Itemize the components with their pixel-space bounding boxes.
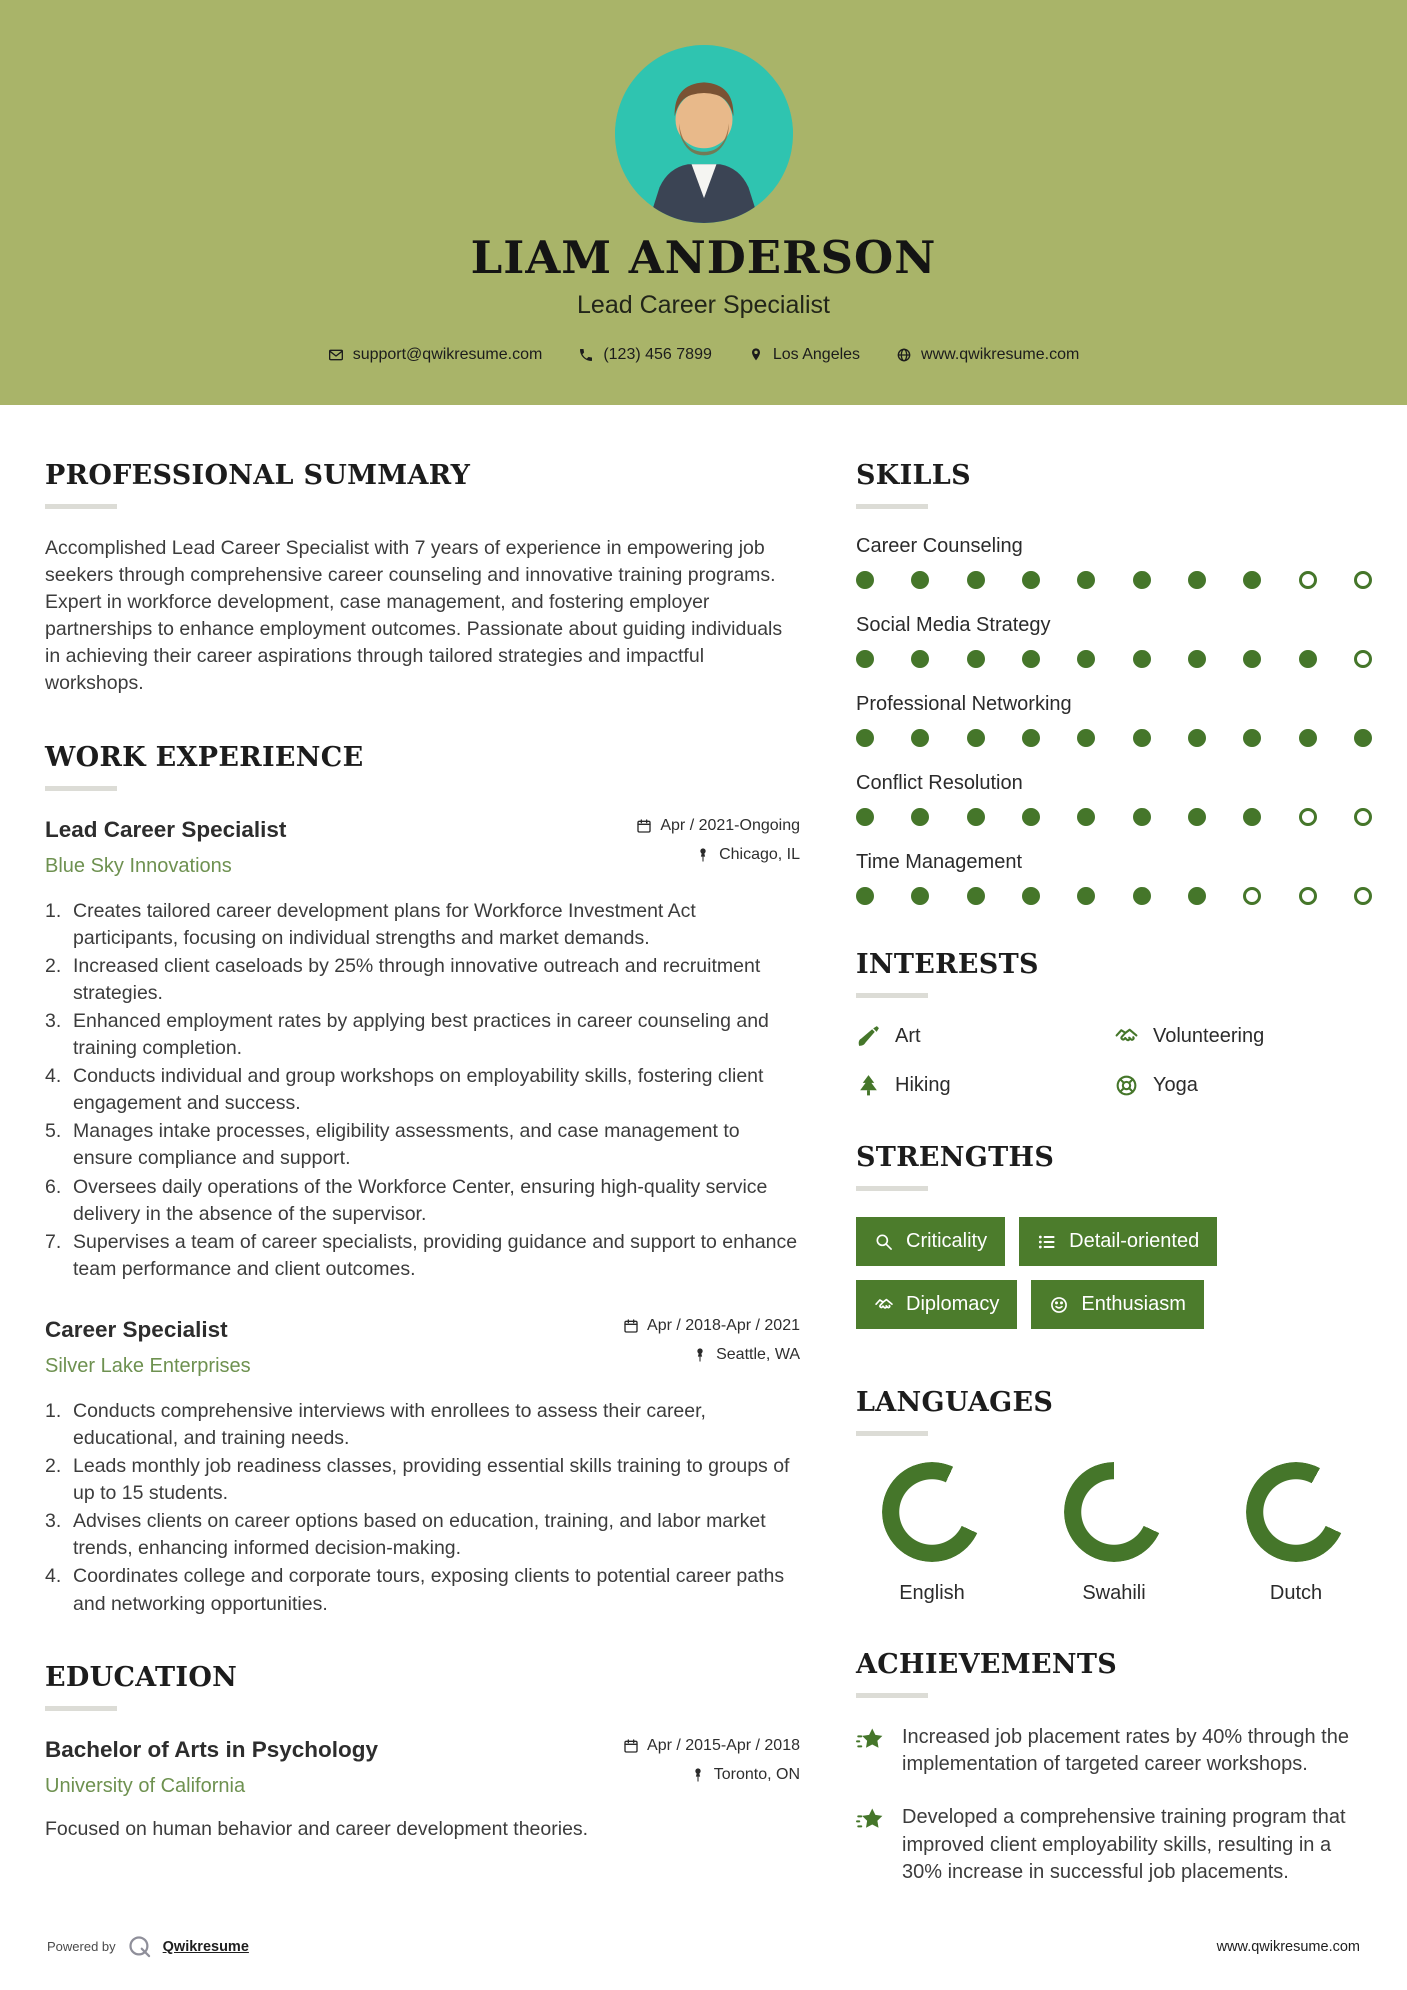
achievement-text: Increased job placement rates by 40% through the implementation of targeted career workshops. xyxy=(902,1726,1349,1776)
language-label: Swahili xyxy=(1082,1582,1146,1604)
job-dates: Apr / 2021-Ongoing xyxy=(660,816,800,834)
skill-dot-filled xyxy=(1077,571,1095,589)
skill-dot-filled xyxy=(967,650,985,668)
strength-badge xyxy=(856,1217,1005,1266)
strength-label: Diplomacy xyxy=(906,1293,1000,1315)
skill-rating-dots xyxy=(856,571,1372,589)
pine-tree-icon xyxy=(856,1073,881,1098)
job-bullet: Increased client caseloads by 25% through innovative outreach and recruitment strategies. xyxy=(73,954,761,1004)
achievement-item xyxy=(856,1724,1372,1778)
section-heading: EDUCATION xyxy=(45,1661,238,1693)
strength-label: Detail-oriented xyxy=(1069,1230,1200,1252)
skill-dot-filled xyxy=(911,571,929,589)
interest-label: Art xyxy=(895,1025,921,1047)
language-item xyxy=(1044,1462,1184,1605)
qwikresume-link[interactable]: Qwikresume xyxy=(162,1938,249,1955)
skill-dot-filled xyxy=(1022,571,1040,589)
interest-label: Hiking xyxy=(895,1074,951,1096)
job-entry xyxy=(45,1317,800,1618)
contact-item[interactable] xyxy=(748,346,860,364)
interest-item xyxy=(1114,1024,1372,1049)
paintbrush-icon xyxy=(856,1024,881,1049)
skill-dot-filled xyxy=(967,729,985,747)
person-job-title: Lead Career Specialist xyxy=(577,290,830,319)
section-heading: ACHIEVEMENTS xyxy=(856,1649,1118,1680)
job-title: Career Specialist xyxy=(45,1316,228,1342)
job-location: Seattle, WA xyxy=(716,1345,800,1363)
skill-dot-filled xyxy=(1133,808,1151,826)
skill-rating-dots xyxy=(856,808,1372,826)
education-dates: Apr / 2015-Apr / 2018 xyxy=(647,1736,800,1754)
achievement-item xyxy=(856,1804,1372,1886)
skill-dot-filled xyxy=(1022,887,1040,905)
skill-dot-filled xyxy=(1243,571,1261,589)
skill-dot-filled xyxy=(1354,729,1372,747)
skill-row xyxy=(856,772,1372,826)
skill-dot-filled xyxy=(856,571,874,589)
strength-label: Criticality xyxy=(906,1230,988,1252)
job-bullet: Supervises a team of career specialists, providing guidance and support to enhance team performance and client outcomes. xyxy=(73,1230,798,1280)
achievement-text: Developed a comprehensive training program that improved client employability skills, resulting in a 30% increase in successful job placements. xyxy=(902,1806,1346,1883)
skill-row xyxy=(856,693,1372,747)
professional-summary-section xyxy=(45,460,800,698)
skill-dot-filled xyxy=(856,808,874,826)
skill-label: Career Counseling xyxy=(856,535,1023,557)
section-heading: SKILLS xyxy=(856,460,971,491)
skill-dot-filled xyxy=(911,808,929,826)
strength-badge xyxy=(856,1280,1017,1329)
heading-underline xyxy=(45,786,117,791)
language-label: Dutch xyxy=(1269,1582,1323,1604)
skill-dot-filled xyxy=(1133,571,1151,589)
skill-dot-filled xyxy=(1133,729,1151,747)
job-location: Chicago, IL xyxy=(719,845,800,863)
lifebuoy-icon xyxy=(1114,1073,1139,1098)
person-name: LIAM ANDERSON xyxy=(470,231,937,284)
profile-photo-illustration xyxy=(615,45,793,223)
job-bullet: Oversees daily operations of the Workforce Center, ensuring high-quality service delivery in the absence of the supervisor. xyxy=(73,1175,768,1225)
skill-dot-filled xyxy=(1188,887,1206,905)
skill-dot-filled xyxy=(1188,808,1206,826)
contact-item[interactable] xyxy=(896,346,1079,364)
skill-dot-filled xyxy=(1077,887,1095,905)
skill-dot-empty xyxy=(1354,808,1372,826)
profile-photo xyxy=(615,45,793,223)
skill-rating-dots xyxy=(856,650,1372,668)
skill-dot-filled xyxy=(1188,571,1206,589)
section-heading: LANGUAGES xyxy=(856,1387,1054,1418)
skill-dot-empty xyxy=(1299,887,1317,905)
phone-icon xyxy=(578,347,594,363)
heading-underline xyxy=(856,504,928,509)
skill-dot-filled xyxy=(1188,729,1206,747)
skill-dot-filled xyxy=(967,571,985,589)
section-heading: STRENGTHS xyxy=(856,1142,1055,1173)
powered-by-label: Powered by xyxy=(47,1939,116,1954)
skill-label: Conflict Resolution xyxy=(856,772,1023,794)
skill-dot-filled xyxy=(856,729,874,747)
contact-text: Los Angeles xyxy=(772,345,861,363)
education-section xyxy=(45,1662,800,1841)
star-icon xyxy=(856,1726,886,1756)
job-company: Silver Lake Enterprises xyxy=(45,1354,251,1377)
language-item xyxy=(1226,1462,1366,1605)
pushpin-icon xyxy=(692,1347,708,1363)
language-donut xyxy=(1246,1462,1346,1562)
skill-dot-filled xyxy=(1022,729,1040,747)
skill-dot-filled xyxy=(1299,650,1317,668)
job-bullet-list xyxy=(45,898,800,1283)
magnifier-icon xyxy=(874,1232,894,1252)
skill-dot-empty xyxy=(1354,571,1372,589)
education-location: Toronto, ON xyxy=(713,1765,800,1783)
contact-bar xyxy=(0,346,1407,364)
resume-body xyxy=(0,405,1407,1933)
left-column xyxy=(45,460,800,1933)
calendar-icon xyxy=(623,1738,639,1754)
skill-dot-filled xyxy=(1133,650,1151,668)
interest-item xyxy=(856,1073,1114,1098)
interest-item xyxy=(1114,1073,1372,1098)
pushpin-icon xyxy=(690,1767,706,1783)
work-experience-section xyxy=(45,742,800,1618)
section-heading: INTERESTS xyxy=(856,949,1039,980)
skill-dot-filled xyxy=(1022,808,1040,826)
job-bullet: Enhanced employment rates by applying best practices in career counseling and training completion. xyxy=(73,1009,769,1060)
skill-dot-empty xyxy=(1299,571,1317,589)
skill-dot-filled xyxy=(1022,650,1040,668)
contact-text: (123) 456 7899 xyxy=(603,345,712,363)
calendar-icon xyxy=(636,818,652,834)
mail-icon xyxy=(328,347,344,363)
right-column xyxy=(856,460,1372,1933)
skill-rating-dots xyxy=(856,887,1372,905)
skill-dot-filled xyxy=(911,650,929,668)
heading-underline xyxy=(45,504,117,509)
language-label: English xyxy=(899,1582,965,1604)
job-bullet-list xyxy=(45,1398,800,1618)
section-heading: PROFESSIONAL SUMMARY xyxy=(45,460,471,491)
skill-dot-filled xyxy=(1243,729,1261,747)
skill-dot-filled xyxy=(856,887,874,905)
map-pin-icon xyxy=(748,347,764,363)
job-bullet: Leads monthly job readiness classes, providing essential skills training to groups of up to 15 students. xyxy=(73,1455,790,1505)
job-bullet: Advises clients on career options based on education, training, and labor market trends, enhancing informed decision-making. xyxy=(73,1510,766,1560)
job-title: Lead Career Specialist xyxy=(45,816,287,842)
languages-section xyxy=(856,1387,1372,1605)
star-icon xyxy=(856,1806,886,1836)
contact-item[interactable] xyxy=(578,346,712,364)
skill-label: Professional Networking xyxy=(856,693,1072,715)
heading-underline xyxy=(856,993,928,998)
skill-row xyxy=(856,614,1372,668)
skill-label: Time Management xyxy=(856,851,1022,873)
skill-dot-filled xyxy=(1077,650,1095,668)
handshake-icon xyxy=(874,1295,894,1315)
skill-label: Social Media Strategy xyxy=(856,614,1051,636)
job-company: Blue Sky Innovations xyxy=(45,854,232,877)
section-heading: WORK EXPERIENCE xyxy=(45,741,364,773)
skills-section xyxy=(856,460,1372,905)
achievements-section xyxy=(856,1649,1372,1886)
smiley-icon xyxy=(1049,1295,1069,1315)
language-donut xyxy=(882,1462,982,1562)
interest-label: Volunteering xyxy=(1153,1025,1265,1047)
skill-rating-dots xyxy=(856,729,1372,747)
qwikresume-logo-icon xyxy=(126,1933,153,1960)
heading-underline xyxy=(856,1186,928,1191)
skill-dot-filled xyxy=(967,808,985,826)
skill-dot-filled xyxy=(1243,650,1261,668)
globe-icon xyxy=(896,347,912,363)
school-name: University of California xyxy=(45,1774,246,1797)
language-item xyxy=(862,1462,1002,1605)
job-bullet: Conducts comprehensive interviews with enrollees to assess their career, educational, and training needs. xyxy=(73,1399,706,1449)
degree-title: Bachelor of Arts in Psychology xyxy=(45,1736,378,1762)
skill-dot-filled xyxy=(911,887,929,905)
contact-text: support@qwikresume.com xyxy=(352,345,543,363)
calendar-icon xyxy=(623,1318,639,1334)
skill-row xyxy=(856,851,1372,905)
job-bullet: Manages intake processes, eligibility assessments, and case management to ensure compliance and support. xyxy=(73,1120,740,1170)
contact-item[interactable] xyxy=(328,346,543,364)
interests-section xyxy=(856,949,1372,1098)
summary-text: Accomplished Lead Career Specialist with 7 years of experience in empowering job seekers through comprehensive career counseling and innovative training programs. Expert in workforce development, case management, and fostering employer partnerships to enhance employment outcomes. Passionate about guiding individuals in achieving their career aspirations through tailored strategies and impactful workshops. xyxy=(45,537,783,695)
page-footer xyxy=(0,1933,1407,1990)
resume-header xyxy=(0,0,1407,405)
heading-underline xyxy=(45,1706,117,1711)
footer-site-url: www.qwikresume.com xyxy=(1216,1938,1360,1955)
handshake-icon xyxy=(1114,1024,1139,1049)
strength-badge xyxy=(1031,1280,1204,1329)
strengths-section xyxy=(856,1142,1372,1343)
skill-dot-filled xyxy=(911,729,929,747)
strength-badge xyxy=(1019,1217,1217,1266)
skill-dot-empty xyxy=(1243,887,1261,905)
job-bullet: Conducts individual and group workshops on employability skills, fostering client engagement and success. xyxy=(73,1065,764,1115)
skill-dot-empty xyxy=(1299,808,1317,826)
skill-dot-filled xyxy=(1077,729,1095,747)
pushpin-icon xyxy=(695,847,711,863)
skill-dot-empty xyxy=(1354,650,1372,668)
interest-label: Yoga xyxy=(1153,1074,1198,1096)
job-bullet: Creates tailored career development plans for Workforce Investment Act participants, focusing on individual strengths and market demands. xyxy=(73,899,696,949)
job-dates: Apr / 2018-Apr / 2021 xyxy=(647,1316,800,1334)
skill-dot-filled xyxy=(856,650,874,668)
skill-dot-filled xyxy=(1188,650,1206,668)
job-entry xyxy=(45,817,800,1283)
list-icon xyxy=(1037,1232,1057,1252)
skill-dot-filled xyxy=(1299,729,1317,747)
job-bullet: Coordinates college and corporate tours, exposing clients to potential career paths and networking opportunities. xyxy=(73,1565,785,1615)
strength-label: Enthusiasm xyxy=(1081,1293,1186,1315)
interest-item xyxy=(856,1024,1114,1049)
skill-dot-filled xyxy=(1243,808,1261,826)
skill-dot-empty xyxy=(1354,887,1372,905)
education-note: Focused on human behavior and career development theories. xyxy=(45,1817,589,1840)
skill-row xyxy=(856,535,1372,589)
skill-dot-filled xyxy=(1077,808,1095,826)
heading-underline xyxy=(856,1693,928,1698)
skill-dot-filled xyxy=(967,887,985,905)
skill-dot-filled xyxy=(1133,887,1151,905)
language-donut xyxy=(1064,1462,1164,1562)
contact-text: www.qwikresume.com xyxy=(921,345,1080,363)
heading-underline xyxy=(856,1431,928,1436)
